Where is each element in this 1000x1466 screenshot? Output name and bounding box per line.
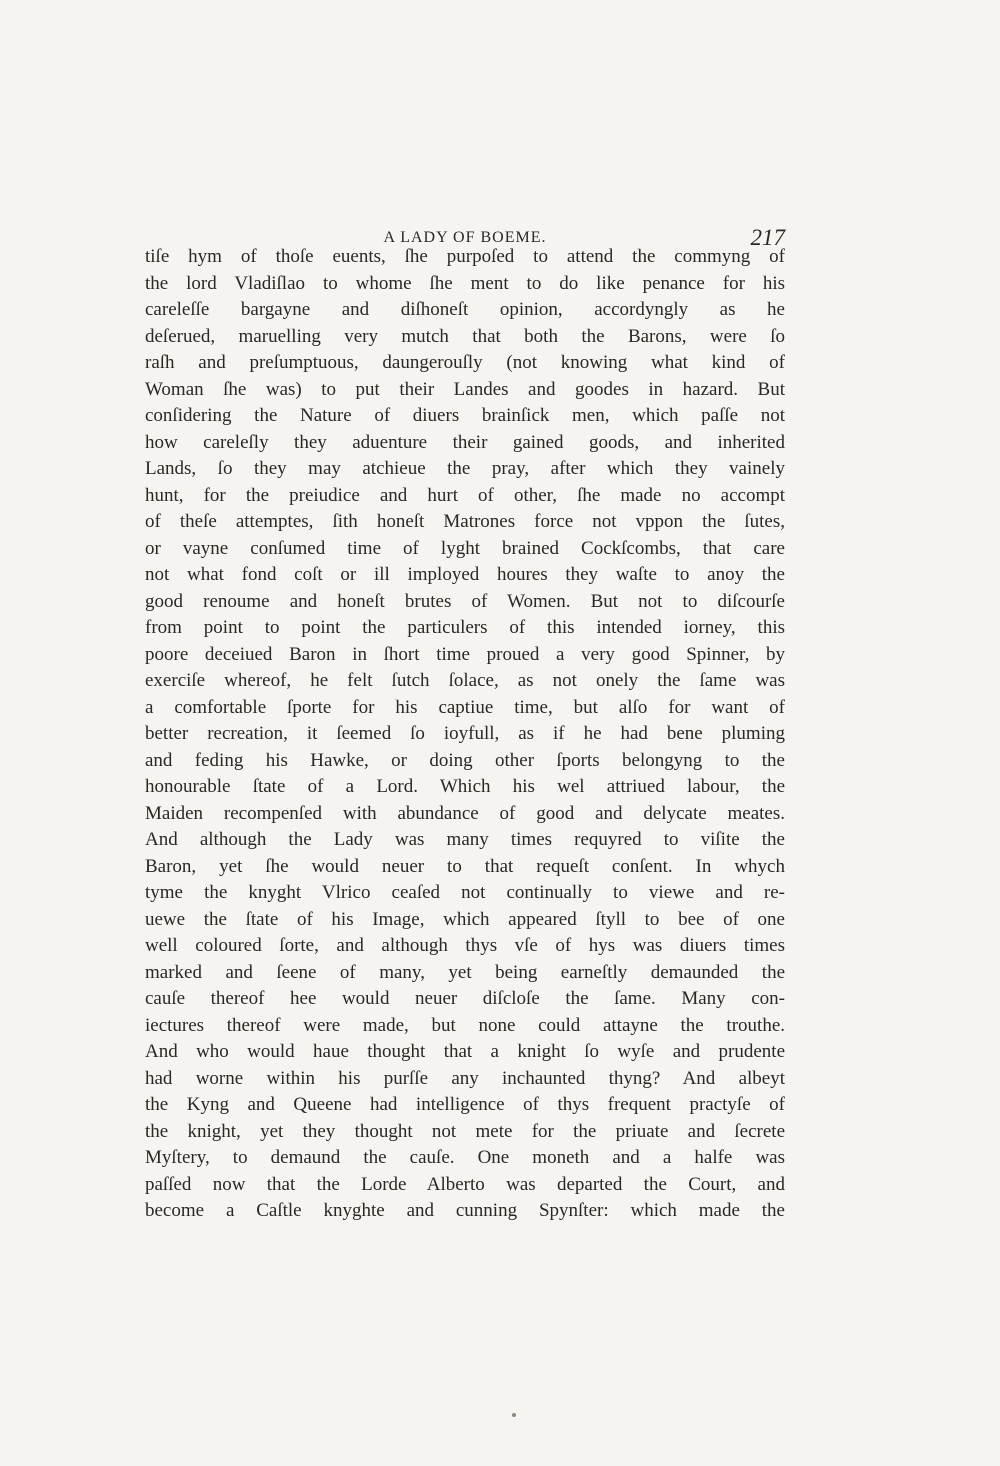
text-line: careleſſe bargayne and diſhoneſt opinion, accordyngly as he <box>145 299 785 320</box>
text-line: or vayne conſumed time of lyght brained Cockſcombs, that care <box>145 537 785 559</box>
text-line: Myſtery, to demaund the cauſe. One moneth and a halfe was <box>145 1147 785 1168</box>
text-line: honourable ſtate of a Lord. Which his wel attriued labour, the <box>145 776 785 797</box>
text-line: uewe the ſtate of his Image, which appeared ſtyll to bee of one <box>145 908 785 930</box>
ink-speck <box>512 1413 516 1417</box>
text-line: Woman ſhe was) to put their Landes and goodes in hazard. But <box>145 378 785 400</box>
text-line: good renoume and honeſt brutes of Women. But not to diſcourſe <box>145 590 785 612</box>
text-line: become a Caſtle knyghte and cunning Spynſter: which made the <box>145 1200 785 1221</box>
text-line: And although the Lady was many times requyred to viſite the <box>145 829 785 850</box>
text-line: better recreation, it ſeemed ſo ioyfull, as if he had bene pluming <box>145 723 785 744</box>
text-line: well coloured ſorte, and although thys vſe of hys was diuers times <box>145 935 785 956</box>
text-line: tyme the knyght Vlrico ceaſed not continually to viewe and re- <box>145 882 785 903</box>
text-line: conſidering the Nature of diuers brainſick men, which paſſe not <box>145 405 785 426</box>
text-line: Lands, ſo they may atchieue the pray, after which they vainely <box>145 458 785 479</box>
text-line: And who would haue thought that a knight ſo wyſe and prudente <box>145 1041 785 1062</box>
text-line: a comfortable ſporte for his captiue time, but alſo for want of <box>145 696 785 718</box>
text-line: paſſed now that the Lorde Alberto was departed the Court, and <box>145 1173 785 1195</box>
text-line: and feding his Hawke, or doing other ſports belongyng to the <box>145 749 785 771</box>
text-line: cauſe thereof hee would neuer diſcloſe the ſame. Many con- <box>145 988 785 1009</box>
text-line: Maiden recompenſed with abundance of good and delycate meates. <box>145 802 785 824</box>
text-line: marked and ſeene of many, yet being earneſtly demaunded the <box>145 961 785 983</box>
text-line: from point to point the particulers of this intended iorney, this <box>145 617 785 638</box>
text-line: deſerued, maruelling very mutch that both the Barons, were ſo <box>145 325 785 347</box>
text-line: exerciſe whereof, he felt ſutch ſolace, as not onely the ſame was <box>145 670 785 691</box>
text-line: had worne within his purſſe any inchaunted thyng? And albeyt <box>145 1067 785 1089</box>
text-line: the lord Vladiſlao to whome ſhe ment to do like penance for his <box>145 272 785 294</box>
text-line: raſh and preſumptuous, daungerouſly (not knowing what kind of <box>145 352 785 373</box>
text-line: hunt, for the preiudice and hurt of other, ſhe made no accompt <box>145 484 785 506</box>
page-number: 217 <box>750 225 785 250</box>
text-line: not what fond coſt or ill imployed houres they waſte to anoy the <box>145 564 785 585</box>
text-line: of theſe attemptes, ſith honeſt Matrones force not vppon the ſutes, <box>145 511 785 532</box>
body-text <box>145 244 785 1225</box>
running-title: A LADY OF BOEME. <box>383 229 547 246</box>
text-line: iectures thereof were made, but none could attayne the trouthe. <box>145 1014 785 1036</box>
text-line: the knight, yet they thought not mete for the priuate and ſecrete <box>145 1120 785 1142</box>
text-line: poore deceiued Baron in ſhort time proued a very good Spinner, by <box>145 643 785 665</box>
text-line: Baron, yet ſhe would neuer to that requeſt conſent. In whych <box>145 855 785 877</box>
text-line: the Kyng and Queene had intelligence of thys frequent practyſe of <box>145 1094 785 1115</box>
text-line: how careleſly they aduenture their gained goods, and inherited <box>145 431 785 453</box>
text-line: tiſe hym of thoſe euents, ſhe purpoſed to attend the commyng of <box>145 246 785 267</box>
